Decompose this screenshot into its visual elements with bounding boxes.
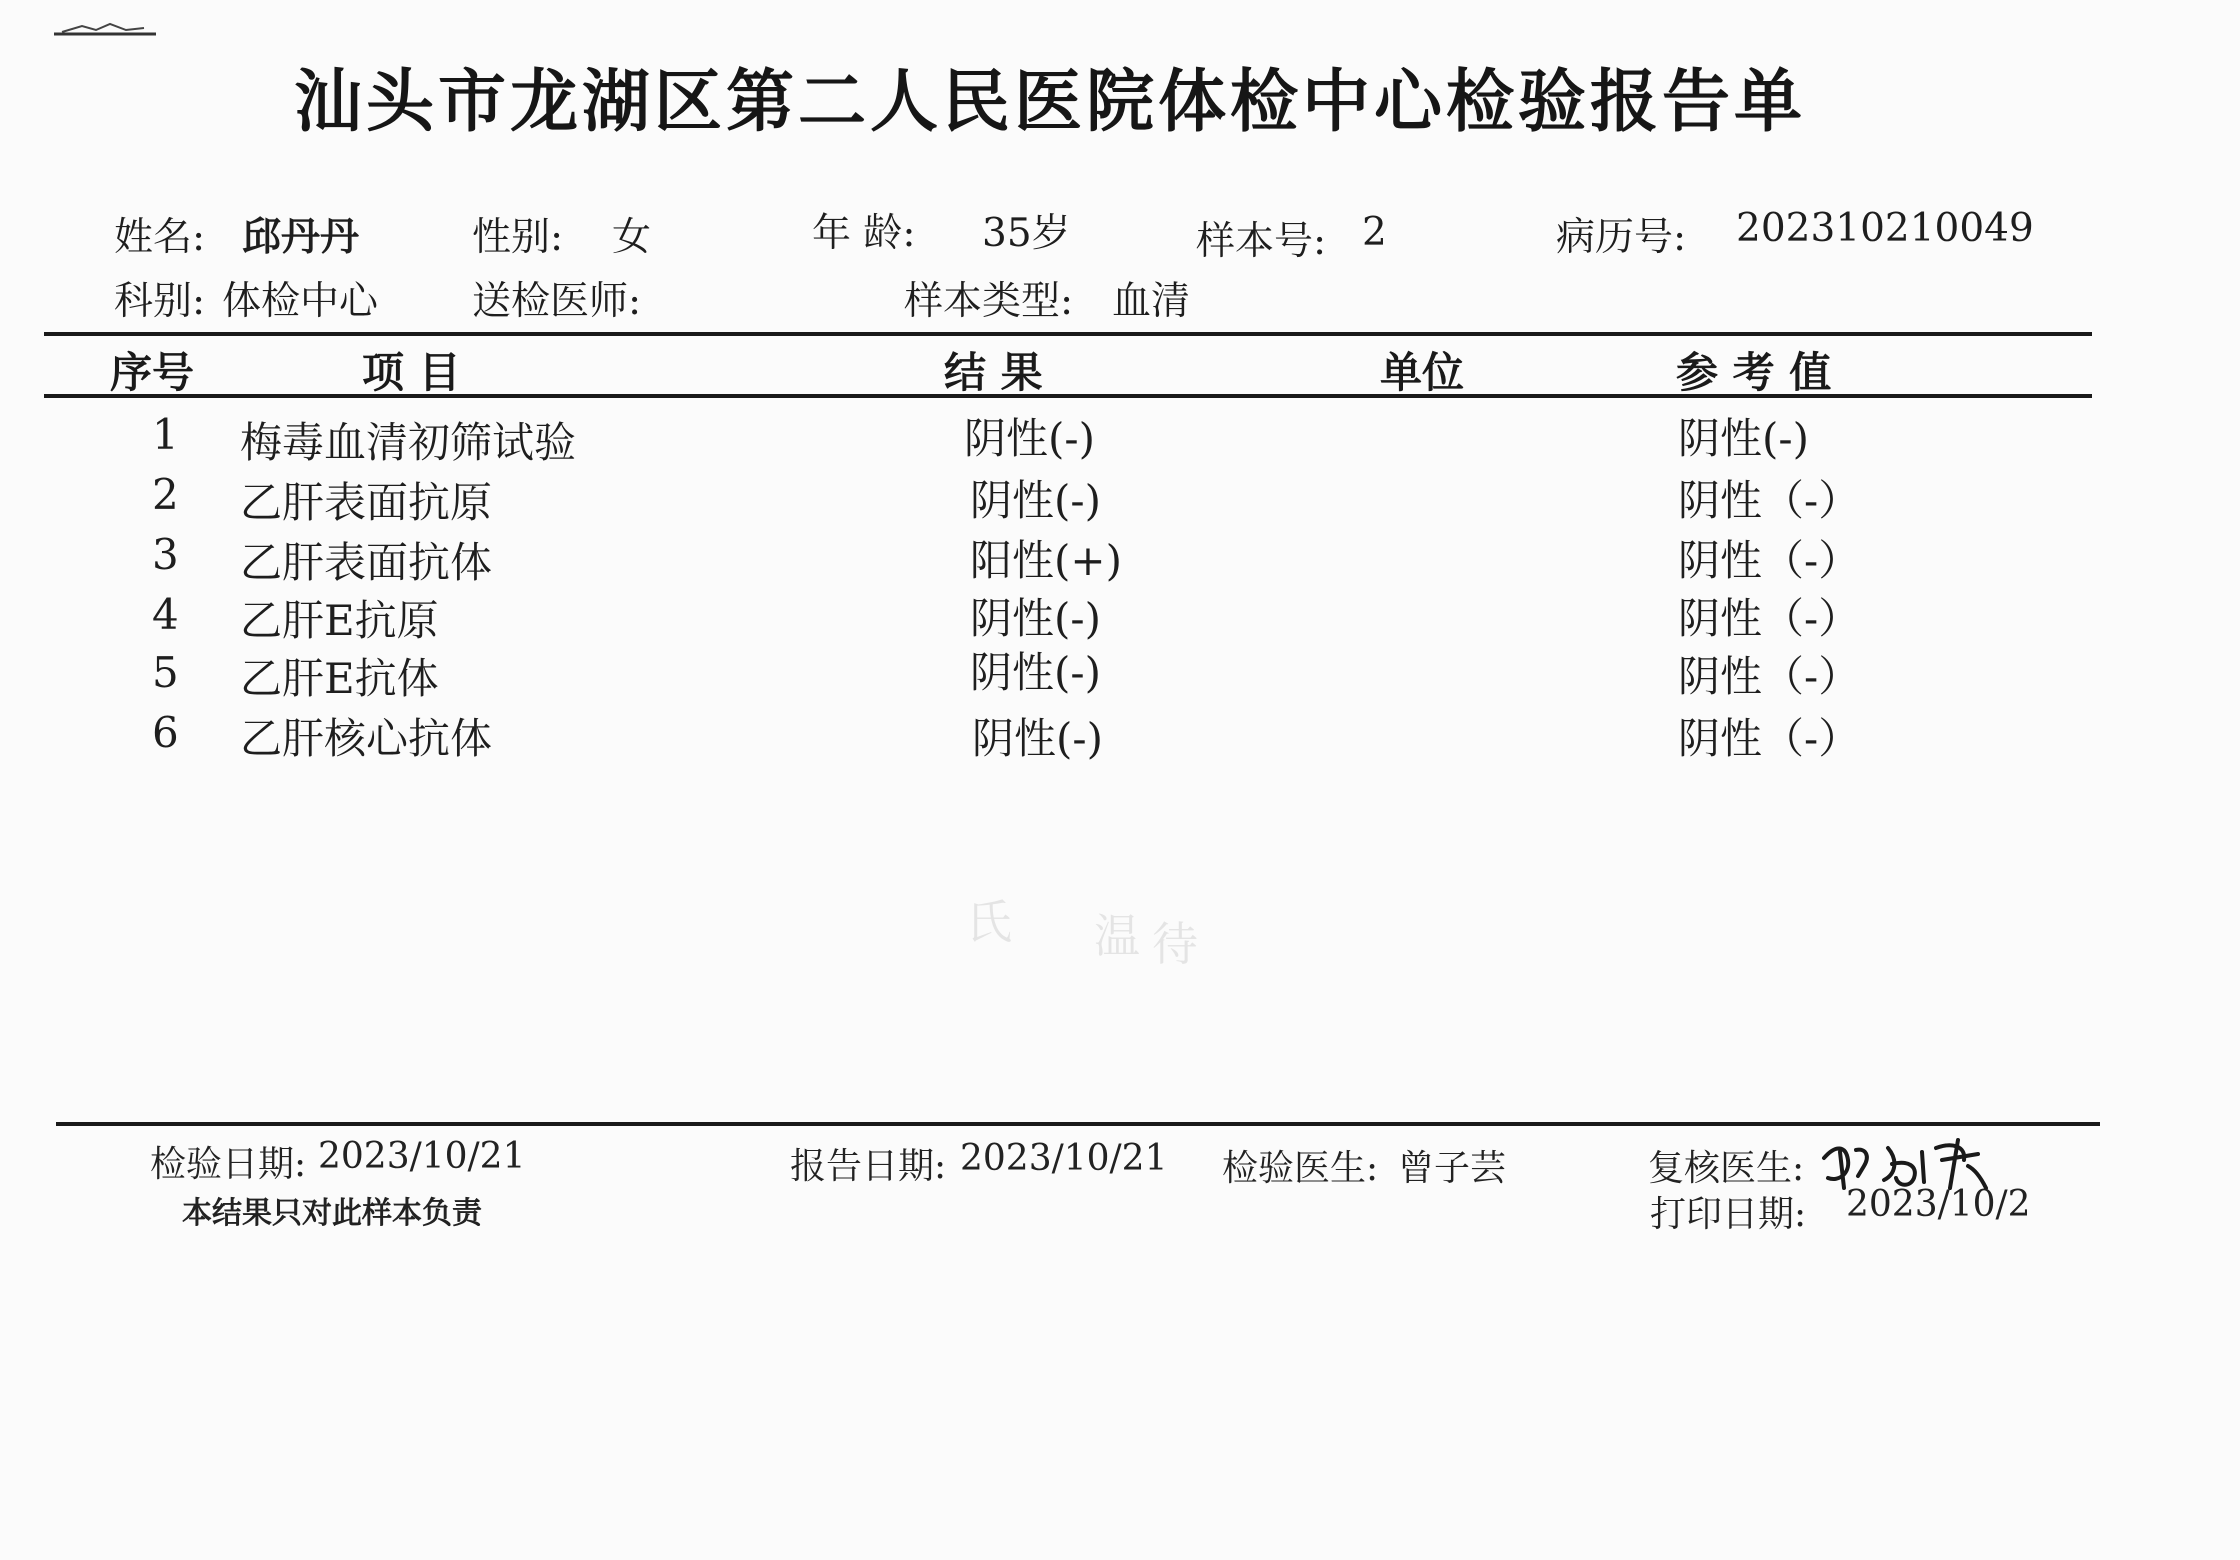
test-date: 2023/10/21 [318,1136,526,1177]
patient-age: 35岁 [982,211,1071,256]
row-item: 乙肝表面抗体 [240,538,493,587]
row-reference: 阴性（-） [1678,652,1861,701]
row-result: 阴性(-) [970,648,1101,697]
table-top-rule [44,332,2092,336]
test-date-label: 检验日期: [150,1144,307,1185]
show-through-mark: 温 [1094,909,1140,963]
row-item: 乙肝核心抗体 [240,714,493,763]
print-date-label: 打印日期: [1650,1194,1807,1235]
reviewer-label: 复核医生: [1648,1148,1805,1189]
patient-gender: 女 [612,215,652,260]
header-seq: 序号 [110,348,195,397]
sample-no-label: 样本号: [1196,219,1327,264]
record-no: 202310210049 [1736,206,2034,251]
age-label: 年 龄: [812,211,916,256]
header-result: 结 果 [944,348,1043,397]
row-seq: 2 [152,470,179,519]
row-reference: 阴性（-） [1678,594,1861,643]
corner-scribble-mark [52,18,160,40]
row-reference: 阴性（-） [1678,714,1861,763]
show-through-mark: 待 [1152,917,1198,971]
department-label: 科别: [114,279,206,324]
department: 体检中心 [222,279,379,324]
show-through-mark: 氏 [966,895,1012,949]
sample-type-label: 样本类型: [904,279,1074,324]
record-no-label: 病历号: [1556,215,1687,260]
report-date-label: 报告日期: [790,1146,947,1187]
row-result: 阴性(-) [972,714,1103,763]
print-date: 2023/10/2 [1846,1184,2031,1225]
sample-type: 血清 [1112,279,1191,324]
header-reference: 参 考 值 [1676,348,1832,397]
row-seq: 4 [152,590,179,639]
row-seq: 1 [152,410,179,459]
sample-no: 2 [1362,210,1387,255]
row-reference: 阴性（-） [1678,536,1861,585]
row-item: 乙肝E抗原 [240,596,439,645]
row-seq: 6 [152,708,179,757]
header-unit: 单位 [1380,348,1465,397]
report-date: 2023/10/21 [960,1138,1168,1179]
tester-name: 曾子芸 [1398,1148,1507,1189]
row-result: 阴性(-) [970,476,1101,525]
row-result: 阳性(+) [970,536,1122,585]
row-result: 阴性(-) [970,594,1101,643]
header-item: 项 目 [362,348,461,397]
patient-name: 邱丹丹 [242,214,360,260]
row-seq: 3 [152,530,179,579]
row-reference: 阴性(-) [1678,414,1809,463]
row-result: 阴性(-) [964,414,1095,463]
row-reference: 阴性（-） [1678,476,1861,525]
report-title: 汕头市龙湖区第二人民医院体检中心检验报告单 [293,63,1806,142]
footer-rule [56,1122,2100,1126]
row-item: 乙肝表面抗原 [240,478,493,527]
doctor-label: 送检医师: [472,279,642,324]
gender-label: 性别: [472,215,564,260]
row-seq: 5 [152,648,179,697]
row-item: 乙肝E抗体 [240,654,439,703]
name-label: 姓名: [114,215,206,260]
row-item: 梅毒血清初筛试验 [240,418,577,467]
disclaimer: 本结果只对此样本负责 [182,1196,482,1231]
tester-label: 检验医生: [1222,1148,1379,1189]
